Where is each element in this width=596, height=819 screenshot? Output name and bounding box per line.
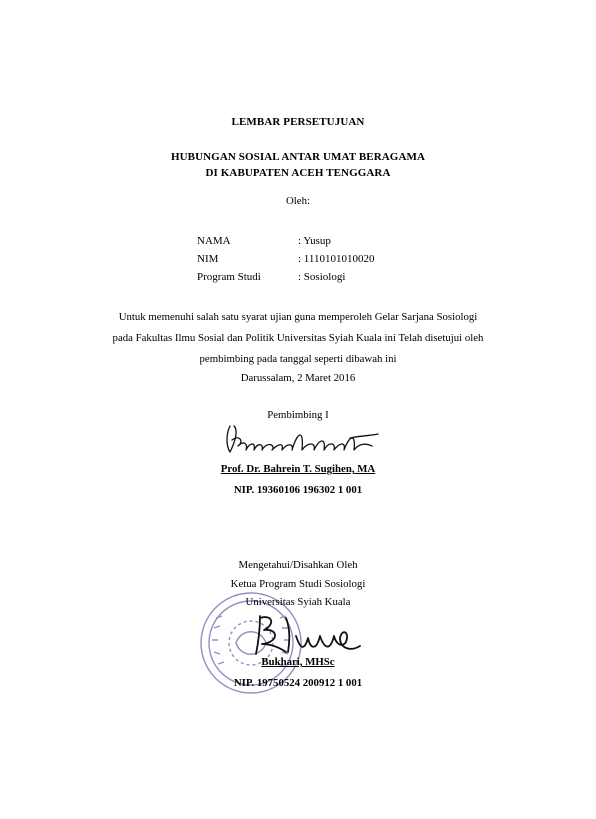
name-label: NAMA bbox=[197, 235, 231, 247]
thesis-title-line-2: DI KABUPATEN ACEH TENGGARA bbox=[205, 167, 391, 179]
program-head-title: Ketua Program Studi Sosiologi bbox=[230, 578, 366, 590]
program-head-name: Bukhari, MHSc bbox=[261, 656, 335, 668]
university-name: Universitas Syiah Kuala bbox=[245, 596, 351, 608]
approval-line-1: Untuk memenuhi salah satu syarat ujian guna memperoleh Gelar Sarjana Sosiologi bbox=[118, 311, 478, 323]
program-head-signature bbox=[250, 608, 380, 660]
nim-value: : 1110101010020 bbox=[298, 253, 375, 265]
name-value: : Yusup bbox=[298, 235, 331, 247]
supervisor-name: Prof. Dr. Bahrein T. Sugihen, MA bbox=[220, 463, 376, 475]
prodi-label: Program Studi bbox=[197, 271, 261, 283]
approval-line-3: pembimbing pada tanggal seperti dibawah ini bbox=[199, 353, 397, 365]
by-label: Oleh: bbox=[286, 195, 310, 207]
supervisor-role: Pembimbing I bbox=[267, 409, 329, 421]
supervisor-nip: NIP. 19360106 196302 1 001 bbox=[233, 484, 363, 496]
supervisor-signature bbox=[222, 420, 390, 460]
acknowledged-line: Mengetahui/Disahkan Oleh bbox=[238, 559, 358, 571]
place-date: Darussalam, 2 Maret 2016 bbox=[240, 372, 356, 384]
prodi-value: : Sosiologi bbox=[298, 271, 346, 283]
program-head-nip: NIP. 19750524 200912 1 001 bbox=[233, 677, 363, 689]
nim-label: NIM bbox=[197, 253, 219, 265]
page-heading: LEMBAR PERSETUJUAN bbox=[231, 116, 365, 128]
thesis-title-line-1: HUBUNGAN SOSIAL ANTAR UMAT BERAGAMA bbox=[170, 151, 426, 163]
approval-line-2: pada Fakultas Ilmu Sosial dan Politik Universitas Syiah Kuala ini Telah disetujui oleh bbox=[112, 332, 484, 344]
